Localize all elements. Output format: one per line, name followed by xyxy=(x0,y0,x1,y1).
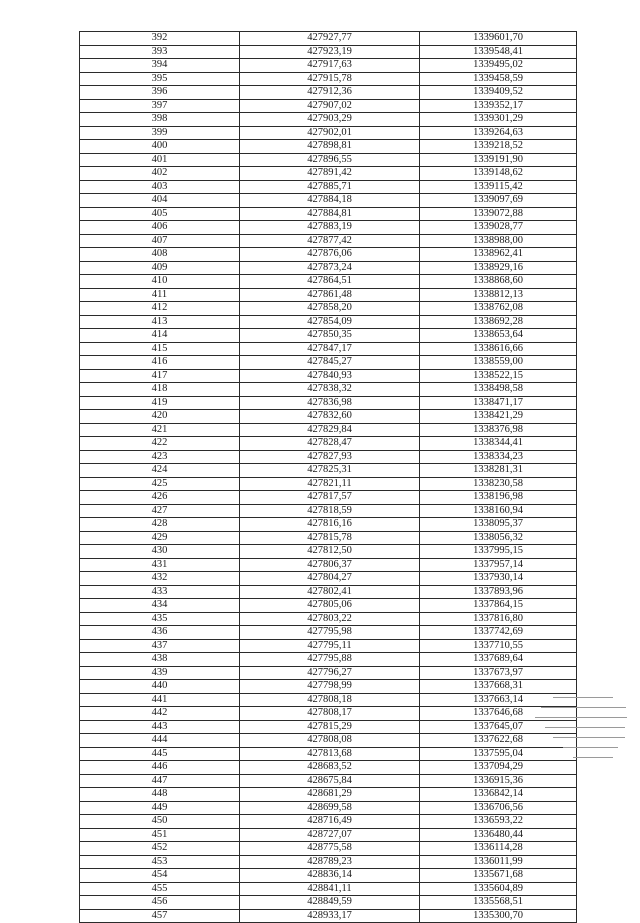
x-coordinate-cell: 427802,41 xyxy=(240,585,420,599)
x-coordinate-cell: 427845,27 xyxy=(240,356,420,370)
x-coordinate-cell: 428683,52 xyxy=(240,761,420,775)
point-number-cell: 396 xyxy=(80,86,240,100)
y-coordinate-cell: 1336011,99 xyxy=(420,855,577,869)
x-coordinate-cell: 427858,20 xyxy=(240,302,420,316)
y-coordinate-cell: 1339548,41 xyxy=(420,45,577,59)
point-number-cell: 454 xyxy=(80,869,240,883)
x-coordinate-cell: 427805,06 xyxy=(240,599,420,613)
table-row xyxy=(80,909,577,923)
point-number-cell: 399 xyxy=(80,126,240,140)
point-number-cell: 420 xyxy=(80,410,240,424)
y-coordinate-cell: 1338929,16 xyxy=(420,261,577,275)
table-row xyxy=(80,612,577,626)
point-number-cell: 455 xyxy=(80,882,240,896)
table-row xyxy=(80,140,577,154)
table-row xyxy=(80,396,577,410)
y-coordinate-cell: 1337995,15 xyxy=(420,545,577,559)
point-number-cell: 400 xyxy=(80,140,240,154)
y-coordinate-cell: 1337930,14 xyxy=(420,572,577,586)
point-number-cell: 428 xyxy=(80,518,240,532)
x-coordinate-cell: 428836,14 xyxy=(240,869,420,883)
x-coordinate-cell: 427877,42 xyxy=(240,234,420,248)
point-number-cell: 437 xyxy=(80,639,240,653)
y-coordinate-cell: 1337646,68 xyxy=(420,707,577,721)
table-row xyxy=(80,234,577,248)
point-number-cell: 425 xyxy=(80,477,240,491)
x-coordinate-cell: 428675,84 xyxy=(240,774,420,788)
y-coordinate-cell: 1336915,36 xyxy=(420,774,577,788)
point-number-cell: 421 xyxy=(80,423,240,437)
point-number-cell: 441 xyxy=(80,693,240,707)
x-coordinate-cell: 427884,18 xyxy=(240,194,420,208)
x-coordinate-cell: 427850,35 xyxy=(240,329,420,343)
point-number-cell: 434 xyxy=(80,599,240,613)
point-number-cell: 398 xyxy=(80,113,240,127)
x-coordinate-cell: 427795,11 xyxy=(240,639,420,653)
x-coordinate-cell: 427873,24 xyxy=(240,261,420,275)
y-coordinate-cell: 1337094,29 xyxy=(420,761,577,775)
point-number-cell: 424 xyxy=(80,464,240,478)
y-coordinate-cell: 1337893,96 xyxy=(420,585,577,599)
point-number-cell: 438 xyxy=(80,653,240,667)
y-coordinate-cell: 1339148,62 xyxy=(420,167,577,181)
point-number-cell: 402 xyxy=(80,167,240,181)
x-coordinate-cell: 427898,81 xyxy=(240,140,420,154)
table-row xyxy=(80,869,577,883)
table-row xyxy=(80,693,577,707)
table-row xyxy=(80,342,577,356)
x-coordinate-cell: 427838,32 xyxy=(240,383,420,397)
x-coordinate-cell: 428727,07 xyxy=(240,828,420,842)
table-row xyxy=(80,369,577,383)
x-coordinate-cell: 427927,77 xyxy=(240,32,420,46)
y-coordinate-cell: 1338616,66 xyxy=(420,342,577,356)
y-coordinate-cell: 1338281,31 xyxy=(420,464,577,478)
x-coordinate-cell: 427795,88 xyxy=(240,653,420,667)
y-coordinate-cell: 1337645,07 xyxy=(420,720,577,734)
x-coordinate-cell: 427876,06 xyxy=(240,248,420,262)
table-row xyxy=(80,882,577,896)
y-coordinate-cell: 1338868,60 xyxy=(420,275,577,289)
x-coordinate-cell: 427808,18 xyxy=(240,693,420,707)
y-coordinate-cell: 1338988,00 xyxy=(420,234,577,248)
faint-stamp-mark xyxy=(533,693,633,763)
point-number-cell: 395 xyxy=(80,72,240,86)
point-number-cell: 417 xyxy=(80,369,240,383)
x-coordinate-cell: 427796,27 xyxy=(240,666,420,680)
point-number-cell: 392 xyxy=(80,32,240,46)
x-coordinate-cell: 428849,59 xyxy=(240,896,420,910)
x-coordinate-cell: 427903,29 xyxy=(240,113,420,127)
y-coordinate-cell: 1339458,59 xyxy=(420,72,577,86)
point-number-cell: 436 xyxy=(80,626,240,640)
point-number-cell: 397 xyxy=(80,99,240,113)
x-coordinate-cell: 427808,08 xyxy=(240,734,420,748)
y-coordinate-cell: 1337668,31 xyxy=(420,680,577,694)
y-coordinate-cell: 1337816,80 xyxy=(420,612,577,626)
y-coordinate-cell: 1338653,64 xyxy=(420,329,577,343)
table-row xyxy=(80,153,577,167)
x-coordinate-cell: 427815,29 xyxy=(240,720,420,734)
point-number-cell: 414 xyxy=(80,329,240,343)
x-coordinate-cell: 427896,55 xyxy=(240,153,420,167)
x-coordinate-cell: 427891,42 xyxy=(240,167,420,181)
y-coordinate-cell: 1338522,15 xyxy=(420,369,577,383)
point-number-cell: 433 xyxy=(80,585,240,599)
y-coordinate-cell: 1339218,52 xyxy=(420,140,577,154)
table-row xyxy=(80,450,577,464)
y-coordinate-cell: 1338692,28 xyxy=(420,315,577,329)
y-coordinate-cell: 1336114,28 xyxy=(420,842,577,856)
x-coordinate-cell: 427813,68 xyxy=(240,747,420,761)
x-coordinate-cell: 428699,58 xyxy=(240,801,420,815)
point-number-cell: 405 xyxy=(80,207,240,221)
x-coordinate-cell: 427808,17 xyxy=(240,707,420,721)
x-coordinate-cell: 427821,11 xyxy=(240,477,420,491)
y-coordinate-cell: 1336842,14 xyxy=(420,788,577,802)
y-coordinate-cell: 1337622,68 xyxy=(420,734,577,748)
table-row xyxy=(80,855,577,869)
table-row xyxy=(80,329,577,343)
point-number-cell: 457 xyxy=(80,909,240,923)
table-row xyxy=(80,545,577,559)
point-number-cell: 413 xyxy=(80,315,240,329)
table-row xyxy=(80,558,577,572)
x-coordinate-cell: 428775,58 xyxy=(240,842,420,856)
point-number-cell: 401 xyxy=(80,153,240,167)
coordinates-table xyxy=(79,31,577,923)
x-coordinate-cell: 427818,59 xyxy=(240,504,420,518)
point-number-cell: 393 xyxy=(80,45,240,59)
point-number-cell: 427 xyxy=(80,504,240,518)
table-row xyxy=(80,207,577,221)
table-row xyxy=(80,221,577,235)
table-row xyxy=(80,801,577,815)
table-row xyxy=(80,585,577,599)
x-coordinate-cell: 427885,71 xyxy=(240,180,420,194)
table-row xyxy=(80,747,577,761)
table-row xyxy=(80,59,577,73)
x-coordinate-cell: 427806,37 xyxy=(240,558,420,572)
table-row xyxy=(80,491,577,505)
y-coordinate-cell: 1337673,97 xyxy=(420,666,577,680)
y-coordinate-cell: 1338762,08 xyxy=(420,302,577,316)
point-number-cell: 448 xyxy=(80,788,240,802)
y-coordinate-cell: 1335568,51 xyxy=(420,896,577,910)
table-row xyxy=(80,626,577,640)
table-row xyxy=(80,477,577,491)
x-coordinate-cell: 427829,84 xyxy=(240,423,420,437)
point-number-cell: 406 xyxy=(80,221,240,235)
y-coordinate-cell: 1339191,90 xyxy=(420,153,577,167)
x-coordinate-cell: 427907,02 xyxy=(240,99,420,113)
x-coordinate-cell: 427902,01 xyxy=(240,126,420,140)
table-row xyxy=(80,302,577,316)
table-row xyxy=(80,518,577,532)
y-coordinate-cell: 1335671,68 xyxy=(420,869,577,883)
x-coordinate-cell: 427825,31 xyxy=(240,464,420,478)
y-coordinate-cell: 1337689,64 xyxy=(420,653,577,667)
x-coordinate-cell: 427854,09 xyxy=(240,315,420,329)
x-coordinate-cell: 427840,93 xyxy=(240,369,420,383)
table-row xyxy=(80,680,577,694)
x-coordinate-cell: 427917,63 xyxy=(240,59,420,73)
y-coordinate-cell: 1338421,29 xyxy=(420,410,577,424)
table-row xyxy=(80,261,577,275)
x-coordinate-cell: 428841,11 xyxy=(240,882,420,896)
point-number-cell: 449 xyxy=(80,801,240,815)
x-coordinate-cell: 427812,50 xyxy=(240,545,420,559)
table-row xyxy=(80,194,577,208)
point-number-cell: 447 xyxy=(80,774,240,788)
point-number-cell: 456 xyxy=(80,896,240,910)
y-coordinate-cell: 1338160,94 xyxy=(420,504,577,518)
point-number-cell: 416 xyxy=(80,356,240,370)
table-row xyxy=(80,315,577,329)
y-coordinate-cell: 1339264,63 xyxy=(420,126,577,140)
y-coordinate-cell: 1339495,02 xyxy=(420,59,577,73)
point-number-cell: 418 xyxy=(80,383,240,397)
y-coordinate-cell: 1336706,56 xyxy=(420,801,577,815)
x-coordinate-cell: 427817,57 xyxy=(240,491,420,505)
y-coordinate-cell: 1338559,00 xyxy=(420,356,577,370)
x-coordinate-cell: 427795,98 xyxy=(240,626,420,640)
point-number-cell: 445 xyxy=(80,747,240,761)
point-number-cell: 422 xyxy=(80,437,240,451)
table-row xyxy=(80,86,577,100)
y-coordinate-cell: 1338962,41 xyxy=(420,248,577,262)
point-number-cell: 429 xyxy=(80,531,240,545)
y-coordinate-cell: 1339601,70 xyxy=(420,32,577,46)
table-row xyxy=(80,72,577,86)
x-coordinate-cell: 428789,23 xyxy=(240,855,420,869)
x-coordinate-cell: 427884,81 xyxy=(240,207,420,221)
point-number-cell: 439 xyxy=(80,666,240,680)
table-row xyxy=(80,707,577,721)
point-number-cell: 408 xyxy=(80,248,240,262)
table-row xyxy=(80,666,577,680)
table-row xyxy=(80,45,577,59)
point-number-cell: 444 xyxy=(80,734,240,748)
point-number-cell: 411 xyxy=(80,288,240,302)
table-row xyxy=(80,167,577,181)
table-row xyxy=(80,180,577,194)
y-coordinate-cell: 1338196,98 xyxy=(420,491,577,505)
coordinates-table-body xyxy=(80,32,577,923)
table-row xyxy=(80,464,577,478)
table-row xyxy=(80,896,577,910)
y-coordinate-cell: 1338812,13 xyxy=(420,288,577,302)
table-row xyxy=(80,356,577,370)
y-coordinate-cell: 1337864,15 xyxy=(420,599,577,613)
x-coordinate-cell: 427815,78 xyxy=(240,531,420,545)
table-row xyxy=(80,113,577,127)
point-number-cell: 451 xyxy=(80,828,240,842)
y-coordinate-cell: 1339115,42 xyxy=(420,180,577,194)
x-coordinate-cell: 427836,98 xyxy=(240,396,420,410)
point-number-cell: 442 xyxy=(80,707,240,721)
point-number-cell: 430 xyxy=(80,545,240,559)
y-coordinate-cell: 1339028,77 xyxy=(420,221,577,235)
table-row xyxy=(80,599,577,613)
table-row xyxy=(80,504,577,518)
y-coordinate-cell: 1338095,37 xyxy=(420,518,577,532)
x-coordinate-cell: 428716,49 xyxy=(240,815,420,829)
y-coordinate-cell: 1337595,04 xyxy=(420,747,577,761)
y-coordinate-cell: 1338230,58 xyxy=(420,477,577,491)
table-row xyxy=(80,842,577,856)
table-row xyxy=(80,437,577,451)
point-number-cell: 450 xyxy=(80,815,240,829)
point-number-cell: 432 xyxy=(80,572,240,586)
point-number-cell: 409 xyxy=(80,261,240,275)
point-number-cell: 452 xyxy=(80,842,240,856)
x-coordinate-cell: 427798,99 xyxy=(240,680,420,694)
point-number-cell: 404 xyxy=(80,194,240,208)
x-coordinate-cell: 427883,19 xyxy=(240,221,420,235)
point-number-cell: 394 xyxy=(80,59,240,73)
x-coordinate-cell: 428933,17 xyxy=(240,909,420,923)
table-row xyxy=(80,383,577,397)
y-coordinate-cell: 1337710,55 xyxy=(420,639,577,653)
y-coordinate-cell: 1336593,22 xyxy=(420,815,577,829)
y-coordinate-cell: 1338334,23 xyxy=(420,450,577,464)
point-number-cell: 426 xyxy=(80,491,240,505)
y-coordinate-cell: 1337742,69 xyxy=(420,626,577,640)
x-coordinate-cell: 428681,29 xyxy=(240,788,420,802)
point-number-cell: 446 xyxy=(80,761,240,775)
x-coordinate-cell: 427816,16 xyxy=(240,518,420,532)
table-row xyxy=(80,788,577,802)
y-coordinate-cell: 1338344,41 xyxy=(420,437,577,451)
table-row xyxy=(80,32,577,46)
y-coordinate-cell: 1339072,88 xyxy=(420,207,577,221)
y-coordinate-cell: 1337663,14 xyxy=(420,693,577,707)
y-coordinate-cell: 1339301,29 xyxy=(420,113,577,127)
point-number-cell: 419 xyxy=(80,396,240,410)
table-row xyxy=(80,815,577,829)
y-coordinate-cell: 1339097,69 xyxy=(420,194,577,208)
x-coordinate-cell: 427828,47 xyxy=(240,437,420,451)
table-row xyxy=(80,734,577,748)
y-coordinate-cell: 1338498,58 xyxy=(420,383,577,397)
point-number-cell: 407 xyxy=(80,234,240,248)
table-row xyxy=(80,275,577,289)
table-row xyxy=(80,410,577,424)
point-number-cell: 435 xyxy=(80,612,240,626)
y-coordinate-cell: 1338471,17 xyxy=(420,396,577,410)
y-coordinate-cell: 1339352,17 xyxy=(420,99,577,113)
point-number-cell: 431 xyxy=(80,558,240,572)
table-row xyxy=(80,720,577,734)
y-coordinate-cell: 1338376,98 xyxy=(420,423,577,437)
table-row xyxy=(80,639,577,653)
table-row xyxy=(80,828,577,842)
table-row xyxy=(80,248,577,262)
table-row xyxy=(80,531,577,545)
y-coordinate-cell: 1335604,89 xyxy=(420,882,577,896)
x-coordinate-cell: 427827,93 xyxy=(240,450,420,464)
table-row xyxy=(80,572,577,586)
y-coordinate-cell: 1338056,32 xyxy=(420,531,577,545)
table-row xyxy=(80,653,577,667)
x-coordinate-cell: 427803,22 xyxy=(240,612,420,626)
table-row xyxy=(80,126,577,140)
x-coordinate-cell: 427912,36 xyxy=(240,86,420,100)
point-number-cell: 453 xyxy=(80,855,240,869)
point-number-cell: 412 xyxy=(80,302,240,316)
y-coordinate-cell: 1336480,44 xyxy=(420,828,577,842)
table-row xyxy=(80,761,577,775)
point-number-cell: 443 xyxy=(80,720,240,734)
x-coordinate-cell: 427804,27 xyxy=(240,572,420,586)
point-number-cell: 423 xyxy=(80,450,240,464)
y-coordinate-cell: 1339409,52 xyxy=(420,86,577,100)
table-row xyxy=(80,99,577,113)
x-coordinate-cell: 427861,48 xyxy=(240,288,420,302)
point-number-cell: 410 xyxy=(80,275,240,289)
x-coordinate-cell: 427923,19 xyxy=(240,45,420,59)
point-number-cell: 440 xyxy=(80,680,240,694)
x-coordinate-cell: 427915,78 xyxy=(240,72,420,86)
x-coordinate-cell: 427864,51 xyxy=(240,275,420,289)
table-row xyxy=(80,288,577,302)
table-row xyxy=(80,774,577,788)
point-number-cell: 403 xyxy=(80,180,240,194)
table-row xyxy=(80,423,577,437)
point-number-cell: 415 xyxy=(80,342,240,356)
y-coordinate-cell: 1337957,14 xyxy=(420,558,577,572)
y-coordinate-cell: 1335300,70 xyxy=(420,909,577,923)
x-coordinate-cell: 427847,17 xyxy=(240,342,420,356)
x-coordinate-cell: 427832,60 xyxy=(240,410,420,424)
